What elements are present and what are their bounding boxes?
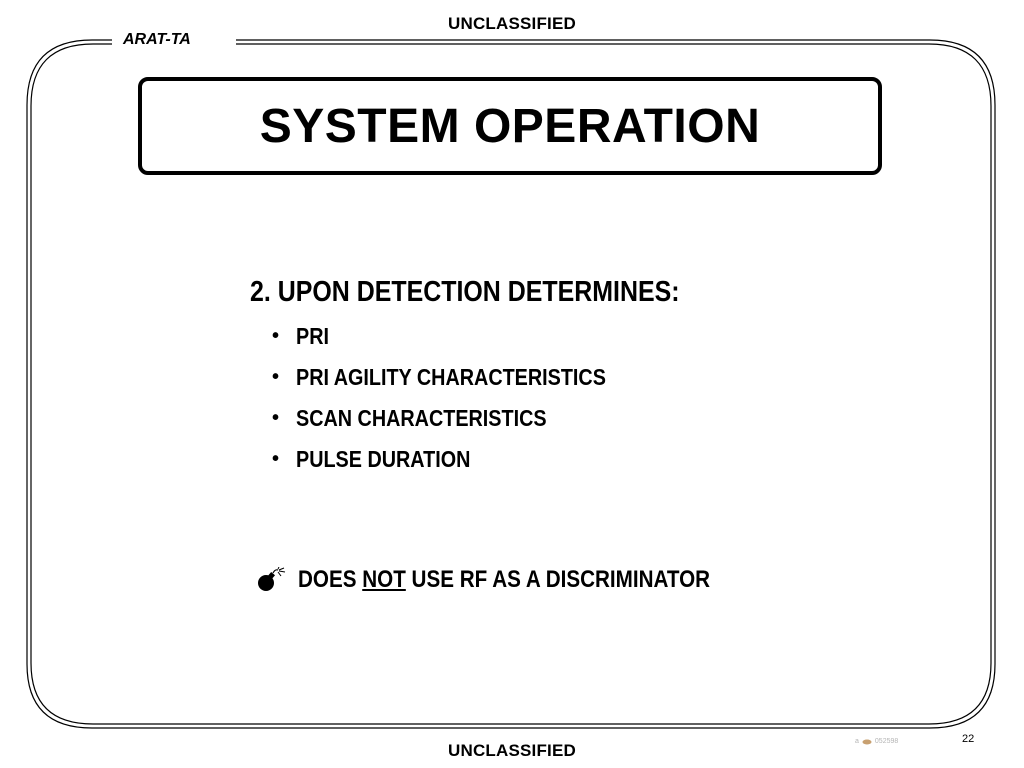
bullet-item: • PRI AGILITY CHARACTERISTICS: [296, 359, 750, 400]
bomb-icon: [256, 567, 286, 593]
title-box: [138, 77, 882, 175]
bullet-item: • SCAN CHARACTERISTICS: [296, 400, 750, 441]
note-text: DOES NOT USE RF AS A DISCRIMINATOR: [298, 566, 711, 593]
page-number: 22: [962, 733, 975, 745]
bullet-dot-icon: •: [272, 325, 280, 347]
slide-content: [250, 276, 750, 482]
bullet-dot-icon: •: [272, 366, 280, 388]
bullet-dot-icon: •: [272, 448, 280, 470]
bullet-list: [250, 318, 750, 482]
slide-title: SYSTEM OPERATION: [259, 99, 761, 153]
classification-footer: UNCLASSIFIED: [447, 741, 577, 760]
footer-code: a 052598: [855, 738, 899, 745]
note-line: [256, 566, 777, 594]
brand-label: ARAT-TA: [123, 31, 191, 48]
footer-mark-icon: [862, 739, 872, 745]
bullet-dot-icon: •: [272, 407, 280, 429]
bullet-item: • PULSE DURATION: [296, 441, 750, 482]
classification-header: UNCLASSIFIED: [447, 14, 577, 33]
bullet-item: • PRI: [296, 318, 750, 359]
note-emphasis: NOT: [362, 566, 406, 593]
section-heading: 2. UPON DETECTION DETERMINES:: [250, 276, 680, 308]
